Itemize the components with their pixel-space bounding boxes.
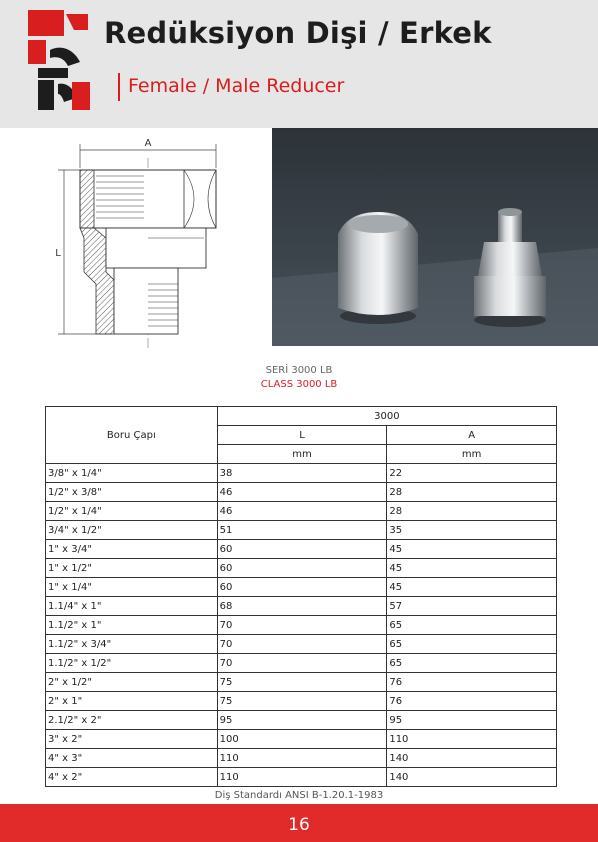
cell-l: 110 <box>217 768 387 787</box>
page-header <box>0 0 598 128</box>
header-col-l: L <box>217 426 387 445</box>
table-row <box>46 540 557 559</box>
cell-a: 76 <box>387 692 557 711</box>
header-class: 3000 <box>217 407 556 426</box>
table-row <box>46 768 557 787</box>
cell-pipe: 3/4" x 1/2" <box>46 521 218 540</box>
cell-a: 57 <box>387 597 557 616</box>
cell-a: 45 <box>387 559 557 578</box>
cell-pipe: 1" x 1/4" <box>46 578 218 597</box>
series-label-en: CLASS 3000 LB <box>260 379 338 390</box>
table-row <box>46 635 557 654</box>
table-row <box>46 749 557 768</box>
header-unit-a: mm <box>387 445 557 464</box>
page-subtitle: Female / Male Reducer <box>128 75 345 97</box>
cell-pipe: 1.1/2" x 1" <box>46 616 218 635</box>
technical-drawing <box>44 134 232 352</box>
cell-l: 75 <box>217 673 387 692</box>
page-number: 16 <box>288 815 310 835</box>
cell-a: 110 <box>387 730 557 749</box>
cell-a: 65 <box>387 616 557 635</box>
table-row <box>46 673 557 692</box>
product-photo <box>272 128 598 346</box>
cell-pipe: 2" x 1/2" <box>46 673 218 692</box>
cell-l: 38 <box>217 464 387 483</box>
table-row <box>46 559 557 578</box>
cell-l: 60 <box>217 578 387 597</box>
cell-l: 51 <box>217 521 387 540</box>
cell-pipe: 1.1/2" x 1/2" <box>46 654 218 673</box>
cell-l: 46 <box>217 483 387 502</box>
cell-l: 68 <box>217 597 387 616</box>
page-title: Redüksiyon Dişi / Erkek <box>104 16 492 50</box>
cell-a: 45 <box>387 540 557 559</box>
cell-pipe: 1.1/4" x 1" <box>46 597 218 616</box>
table-row <box>46 597 557 616</box>
table-row <box>46 711 557 730</box>
cell-l: 100 <box>217 730 387 749</box>
spec-table <box>45 406 557 787</box>
cell-l: 70 <box>217 635 387 654</box>
subtitle-divider <box>118 73 120 101</box>
table-row <box>46 616 557 635</box>
cell-l: 70 <box>217 616 387 635</box>
table-row <box>46 502 557 521</box>
cell-a: 65 <box>387 654 557 673</box>
cell-a: 35 <box>387 521 557 540</box>
cell-a: 65 <box>387 635 557 654</box>
header-unit-l: mm <box>217 445 387 464</box>
cell-a: 95 <box>387 711 557 730</box>
cell-l: 75 <box>217 692 387 711</box>
cell-l: 110 <box>217 749 387 768</box>
header-pipe-size: Boru Çapı <box>46 407 218 464</box>
table-row <box>46 464 557 483</box>
table-row <box>46 692 557 711</box>
cell-l: 60 <box>217 540 387 559</box>
dimension-l-label: L <box>55 248 61 259</box>
table-row <box>46 654 557 673</box>
cell-a: 28 <box>387 483 557 502</box>
cell-pipe: 4" x 2" <box>46 768 218 787</box>
dimension-a-label: A <box>144 138 152 149</box>
cell-pipe: 1" x 1/2" <box>46 559 218 578</box>
cell-pipe: 1/2" x 3/8" <box>46 483 218 502</box>
cell-a: 28 <box>387 502 557 521</box>
cell-pipe: 1" x 3/4" <box>46 540 218 559</box>
cell-a: 76 <box>387 673 557 692</box>
cell-pipe: 3" x 2" <box>46 730 218 749</box>
cell-pipe: 1.1/2" x 3/4" <box>46 635 218 654</box>
header-col-a: A <box>387 426 557 445</box>
cell-a: 140 <box>387 768 557 787</box>
cell-l: 70 <box>217 654 387 673</box>
cell-pipe: 4" x 3" <box>46 749 218 768</box>
cell-pipe: 2" x 1" <box>46 692 218 711</box>
spec-table-body <box>46 464 557 787</box>
table-row <box>46 730 557 749</box>
cell-pipe: 2.1/2" x 2" <box>46 711 218 730</box>
company-logo-icon <box>28 10 90 114</box>
cell-a: 22 <box>387 464 557 483</box>
table-row <box>46 578 557 597</box>
cell-a: 45 <box>387 578 557 597</box>
series-label-tr: SERİ 3000 LB <box>265 365 333 376</box>
table-row <box>46 483 557 502</box>
cell-a: 140 <box>387 749 557 768</box>
table-row <box>46 521 557 540</box>
cell-l: 60 <box>217 559 387 578</box>
thread-standard-note: Diş Standardı ANSI B-1.20.1-1983 <box>214 790 384 801</box>
cell-pipe: 3/8" x 1/4" <box>46 464 218 483</box>
cell-l: 95 <box>217 711 387 730</box>
cell-pipe: 1/2" x 1/4" <box>46 502 218 521</box>
cell-l: 46 <box>217 502 387 521</box>
